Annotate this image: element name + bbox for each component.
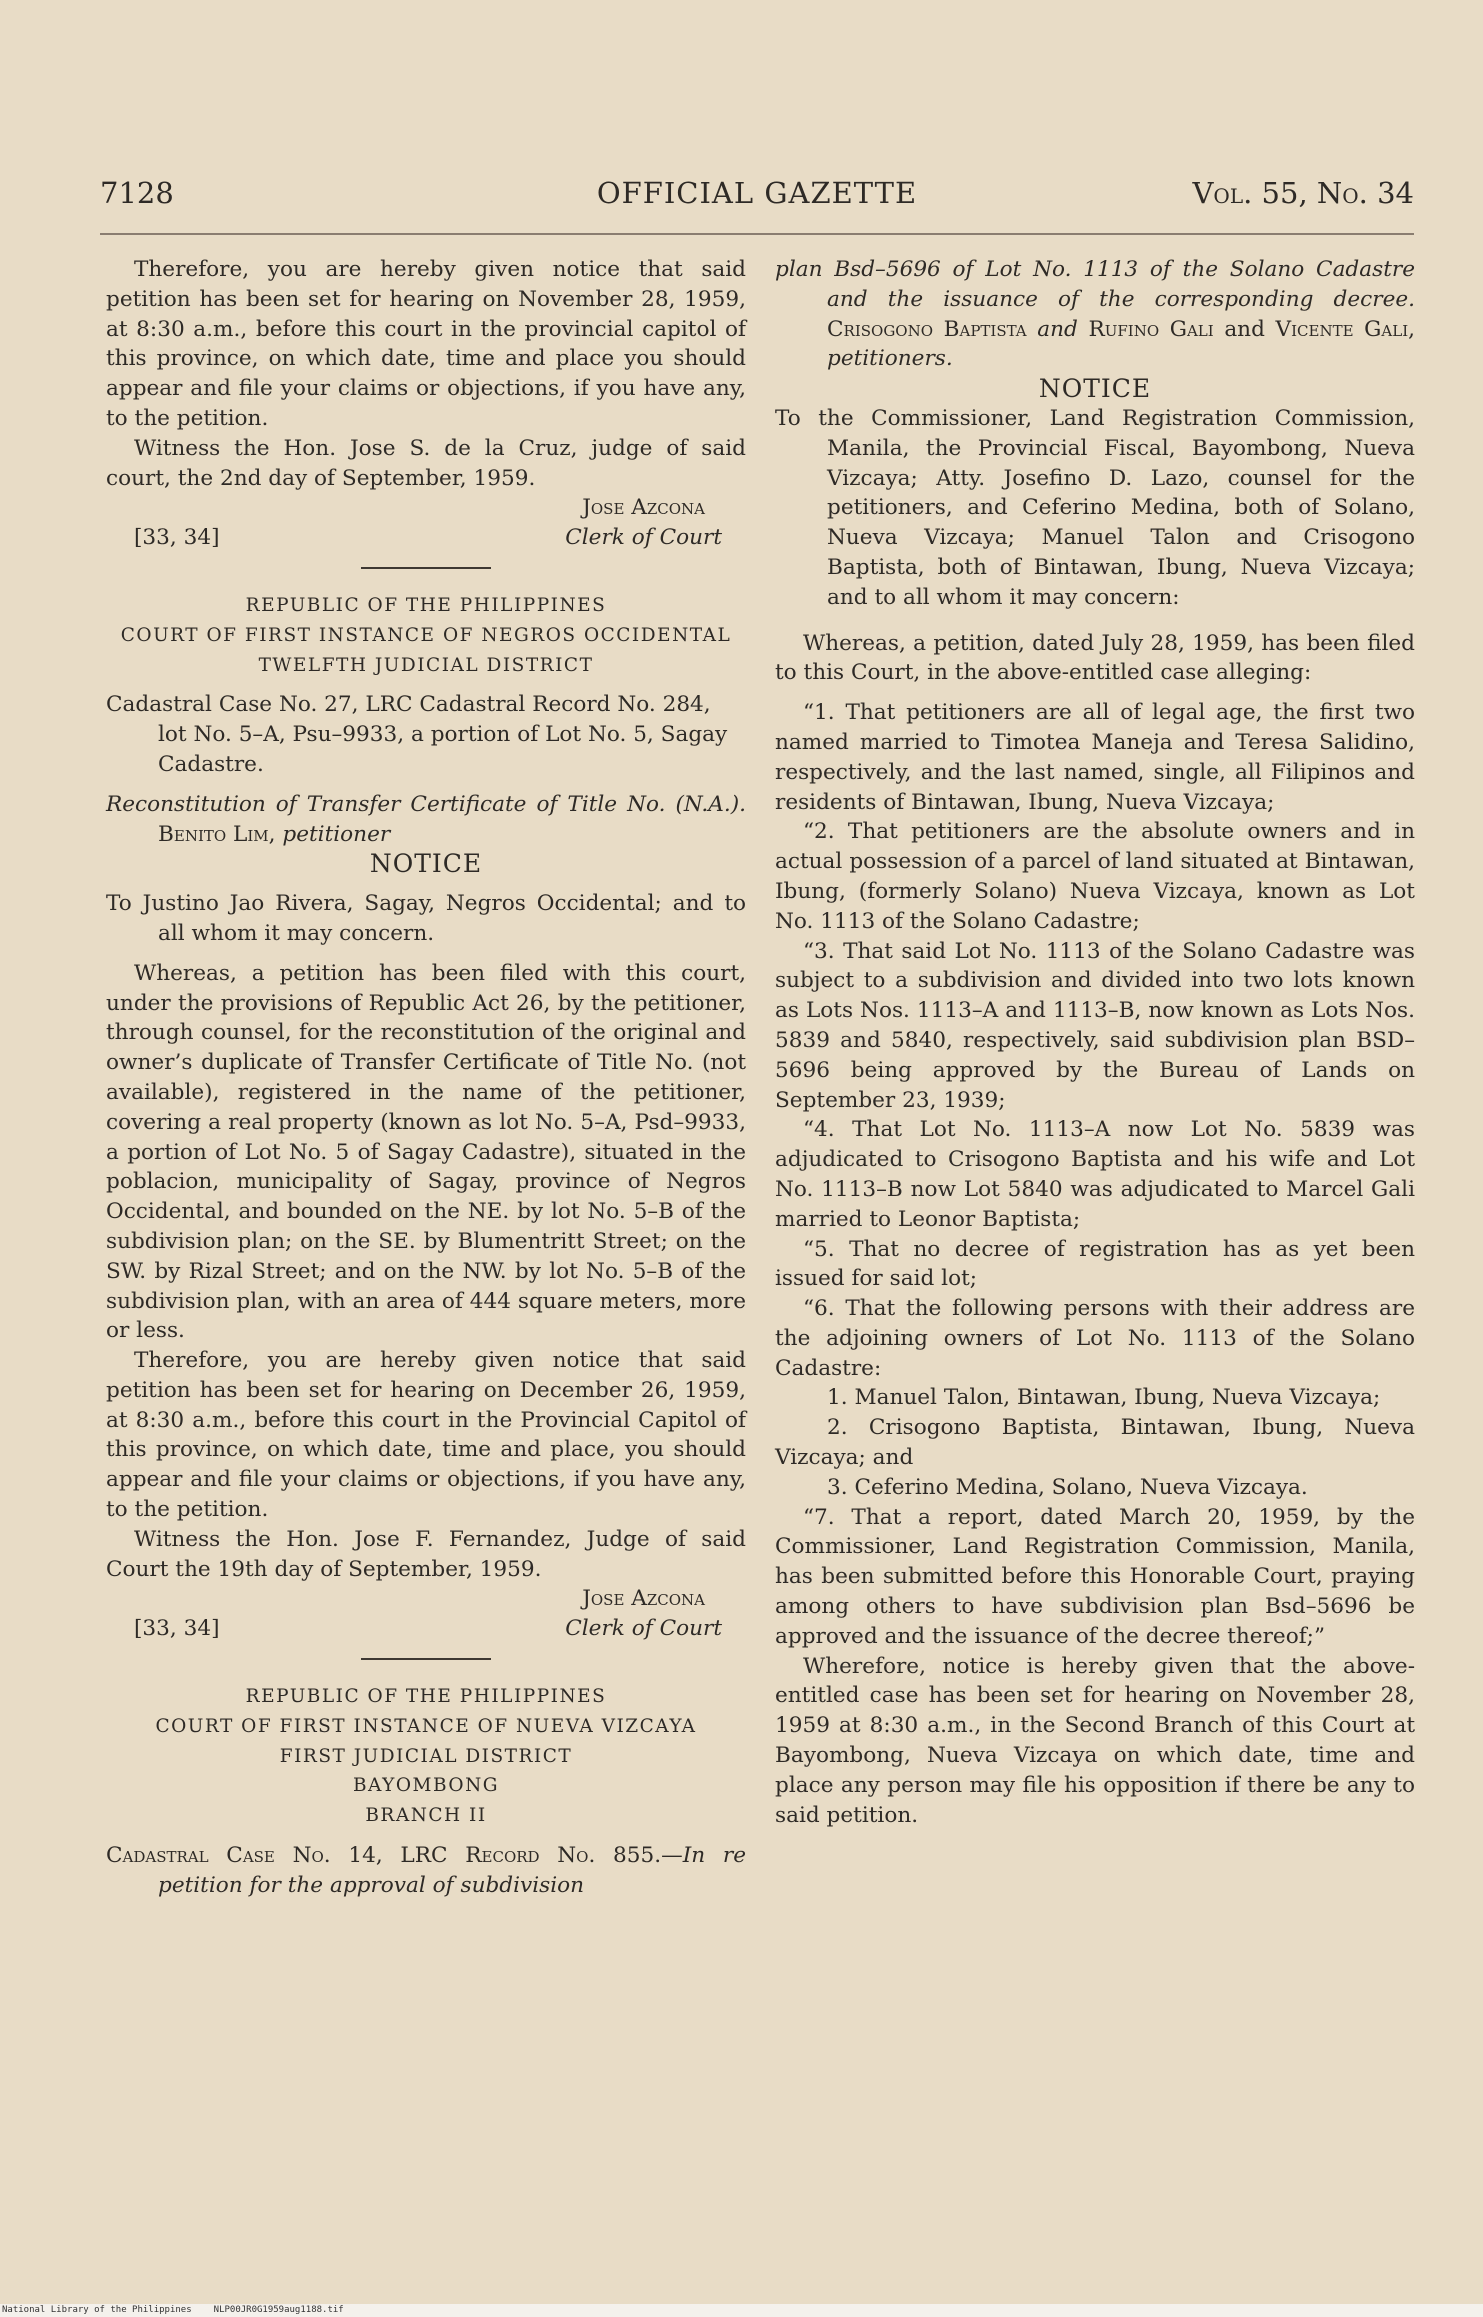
case-reconstitution: [106, 790, 746, 850]
header-rule: [100, 233, 1414, 235]
addressee: To Justino Jao Rivera, Sagay, Negros Occidental; and to all whom it may concern.: [106, 891, 746, 946]
paragraph-witness: Witness the Hon. Jose S. de la Cruz, judge of said court, the 2nd day of September, 1959.: [106, 435, 746, 491]
addressee: To the Commissioner, Land Registration Commission, Manila, the Provincial Fiscal, Bayombong, Nueva Vizcaya; Atty. Josefino D. Lazo, counsel for the petitioners, and Ceferino Medina, both of Solano, Nueva Vizcaya; Manuel Talon and Crisogono Baptista, both of Bintawan, Ibung, Nueva Vizcaya; and to all whom it may concern:: [775, 405, 1415, 610]
owner-item: 1. Manuel Talon, Bintawan, Ibung, Nueva Vizcaya;: [827, 1385, 1381, 1411]
library-credit: National Library of the Philippines: [2, 2305, 192, 2315]
allegation: “3. That said Lot No. 1113 of the Solano Cadastre was subject to a subdivision and divided into two lots known as Lots Nos. 1113–A and 1113–B, now known as Lots Nos. 5839 and 5840, respectively, said subdivision plan BSD–5696 being approved by the Bureau of Lands on September 23, 1939;: [775, 938, 1415, 1113]
publication-title: OFFICIAL GAZETTE: [596, 176, 918, 210]
section-divider: [361, 1658, 491, 1660]
court-line: COURT OF FIRST INSTANCE OF NUEVA VIZCAYA: [155, 1715, 697, 1737]
volume-number: Vol. 55, No. 34: [1192, 176, 1414, 210]
allegation: “5. That no decree of registration has as yet been issued for said lot;: [775, 1236, 1415, 1292]
page-header: [100, 176, 1414, 224]
case-number: Cadastral Case No. 14, LRC Record No. 855.—: [106, 1843, 683, 1869]
reconstitution-text: Reconstitution of Transfer Certificate of Title No. (N.A.).: [106, 791, 746, 817]
conjunction: and: [1224, 316, 1265, 342]
allegation: “6. That the following persons with their address are the adjoining owners of Lot No. 1113 of the Solano Cadastre:: [775, 1296, 1415, 1381]
allegation: “1. That petitioners are all of legal age, the first two named married to Timotea Maneja and Teresa Salidino, respectively, and the last named, single, all Filipinos and residents of Bintawan, Ibung, Nueva Vizcaya;: [775, 700, 1415, 815]
paragraph-whereas: Whereas, a petition, dated July 28, 1959, has been filed to this Court, in the above-entitled case alleging:: [775, 630, 1415, 686]
signature-block: [106, 1584, 746, 1644]
case-subject: In re petition for the approval of subdivision: [158, 1843, 747, 1898]
left-column: [106, 255, 746, 1901]
paragraph-whereas: Whereas, a petition has been filed with this court, under the provisions of Republic Act 26, by the petitioner, through counsel, for the reconstitution of the original and owner’s duplicate of Transfer Certificate of Title No. (not available), registered in the name of the petitioner, covering a real property (known as lot No. 5–A, Psd–9933, a portion of Lot No. 5 of Sagay Cadastre), situated in the poblacion, municipality of Sagay, province of Negros Occidental, and bounded on the NE. by lot No. 5–B of the subdivision plan; on the SE. by Blumentritt Street; on the SW. by Rizal Street; and on the NW. by lot No. 5–B of the subdivision plan, with an area of 444 square meters, more or less.: [106, 960, 746, 1344]
petitioner-name: Rufino Gali: [1088, 316, 1214, 342]
case-subject-continued: [775, 255, 1415, 374]
allegation: “2. That petitioners are the absolute owners and in actual possession of a parcel of land situated at Bintawan, Ibung, (formerly Solano) Nueva Vizcaya, known as Lot No. 1113 of the Solano Cadastre;: [775, 819, 1415, 934]
court-line: BAYOMBONG: [352, 1775, 500, 1797]
signer-title: Clerk of Court: [565, 1616, 722, 1642]
court-line: BRANCH II: [365, 1805, 487, 1827]
notice-heading: NOTICE: [369, 849, 483, 879]
right-column: [775, 255, 1415, 1830]
section-divider: [361, 567, 491, 569]
issue-reference: [33, 34]: [134, 525, 220, 551]
paragraph-therefore: Therefore, you are hereby given notice that said petition has been set for hearing on December 26, 1959, at 8:30 a.m., before this court in the Provincial Capitol of this province, on which date, time and place, you should appear and file your claims or objections, if you have any, to the petition.: [106, 1348, 746, 1523]
scan-footer: [0, 2304, 1483, 2317]
paragraph-therefore: Therefore, you are hereby given notice that said petition has been set for hearing on November 28, 1959, at 8:30 a.m., before this court in the provincial capitol of this province, on which date, time and place you should appear and file your claims or objections, if you have any, to the petition.: [106, 257, 746, 431]
case-subject: plan Bsd–5696 of Lot No. 1113 of the Solano Cadastre and the issuance of the corresponding decree.: [775, 257, 1415, 312]
allegation: “7. That a report, dated March 20, 1959, by the Commissioner, Land Registration Commission, Manila, has been submitted before this Honorable Court, praying among others to have subdivision plan Bsd–5696 be approved and the issuance of the decree thereof;”: [775, 1504, 1415, 1649]
signer-name: Jose Azcona: [582, 1586, 706, 1612]
court-line: REPUBLIC OF THE PHILIPPINES: [245, 1686, 607, 1708]
petitioner-name: Crisogono Baptista: [827, 316, 1027, 342]
signer-title: Clerk of Court: [565, 525, 722, 551]
petitioners-label: petitioners.: [827, 346, 953, 372]
paragraph-witness: Witness the Hon. Jose F. Fernandez, Judge of said Court the 19th day of September, 1959.: [106, 1526, 746, 1582]
signer-name: Jose Azcona: [582, 495, 706, 521]
case-title: [106, 1841, 746, 1901]
notice-heading: NOTICE: [1038, 374, 1152, 404]
paragraph-wherefore: Wherefore, notice is hereby given that the above-entitled case has been set for hearing on November 28, 1959 at 8:30 a.m., in the Second Branch of this Court at Bayombong, Nueva Vizcaya on which date, time and place any person may file his opposition if there be any to said petition.: [775, 1653, 1415, 1828]
page-number: 7128: [100, 176, 174, 210]
petitioner-name: Benito Lim,: [158, 821, 276, 847]
owner-item: 2. Crisogono Baptista, Bintawan, Ibung, Nueva Vizcaya; and: [775, 1415, 1415, 1471]
issue-reference: [33, 34]: [134, 1616, 220, 1642]
court-line: COURT OF FIRST INSTANCE OF NEGROS OCCIDENTAL: [120, 624, 732, 646]
petitioner-role: petitioner: [282, 821, 391, 847]
file-name: NLP00JR0G1959aug1188.tif: [213, 2305, 344, 2315]
court-line: REPUBLIC OF THE PHILIPPINES: [245, 594, 607, 616]
allegation: “4. That Lot No. 1113–A now Lot No. 5839 was adjudicated to Crisogono Baptista and his wife and Lot No. 1113–B now Lot 5840 was adjudicated to Marcel Gali married to Leonor Baptista;: [775, 1117, 1415, 1232]
court-line: FIRST JUDICIAL DISTRICT: [279, 1745, 573, 1767]
signature-block: [106, 493, 746, 553]
petitioner-name: Vicente Gali,: [1275, 316, 1415, 342]
case-title: Cadastral Case No. 27, LRC Cadastral Record No. 284, lot No. 5–A, Psu–9933, a portion of Lot No. 5, Sagay Cadastre.: [106, 692, 728, 777]
conjunction: and: [1037, 316, 1078, 342]
owner-item: 3. Ceferino Medina, Solano, Nueva Vizcaya.: [827, 1474, 1308, 1500]
court-line: TWELFTH JUDICIAL DISTRICT: [258, 654, 594, 676]
